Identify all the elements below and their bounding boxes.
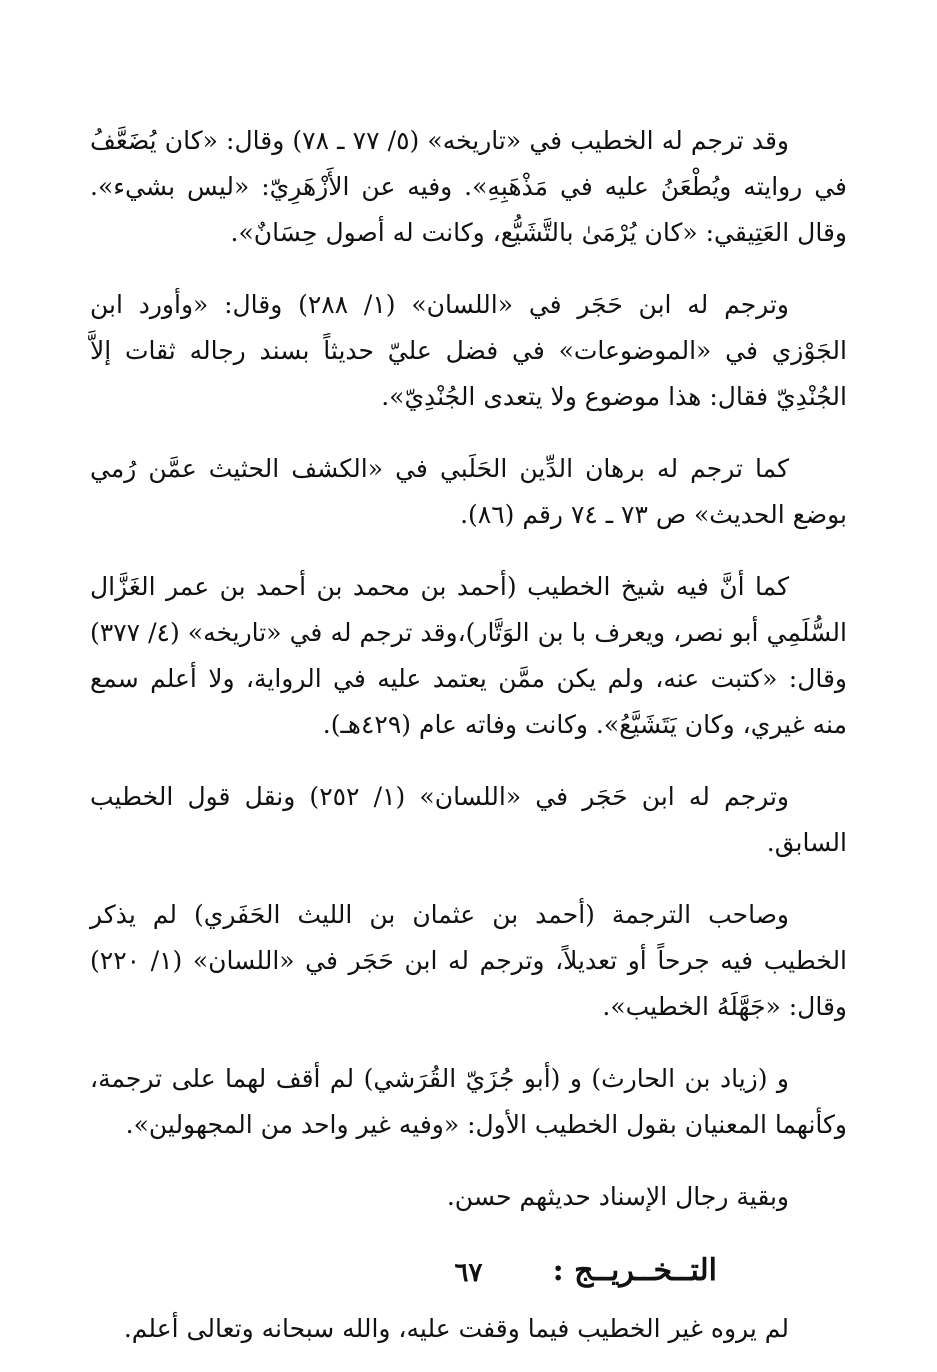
section-heading: التــخــريــج : [552, 1253, 717, 1288]
page-number: ٦٧ [454, 1258, 483, 1288]
paragraph-2: وترجم له ابن حَجَر في «اللسان» (١/ ٢٨٨) وقال: «وأورد ابن الجَوْزي في «الموضوعات» في فضل عليّ حديثاً بسند رجاله ثقات إلاَّ الجُنْدِيّ فقال: هذا موضوع ولا يتعدى الجُنْدِيّ». [90, 290, 847, 411]
paragraph-6: وصاحب الترجمة (أحمد بن عثمان بن الليث الحَفَري) لم يذكر الخطيب فيه جرحاً أو تعديلاً، وترجم له ابن حَجَر في «اللسان» (١/ ٢٢٠) وقال: «جَهَّلَهُ الخطيب». [90, 900, 848, 1021]
paragraph-4: كما أنَّ فيه شيخ الخطيب (أحمد بن محمد بن أحمد بن عمر الغَزَّال السُّلَمِي أبو نصر، ويعرف با بن الوَتَّار)،وقد ترجم له في «تاريخه» (٤/ ٣٧٧) وقال: «كتبت عنه، ولم يكن ممَّن يعتمد عليه في الرواية، ولا أعلم سمع منه غيري، وكان يَتَشَيَّعُ». وكانت وفاته عام (٤٢٩هـ). [90, 572, 847, 739]
paragraph-8: وبقية رجال الإسناد حديثهم حسن. [446, 1182, 789, 1211]
paragraph-1: وقد ترجم له الخطيب في «تاريخه» (٥/ ٧٧ ـ ٧٨) وقال: «كان يُضَعَّفُ في روايته ويُطْعَنُ عليه في مَذْهَبِهِ». وفيه عن الأَزْهَرِيّ: «ليس بشيء». وقال العَتِيقي: «كان يُرْمَىٰ بالتَّشَيُّع، وكانت له أصول حِسَانٌ». [90, 126, 847, 247]
paragraph-3: كما ترجم له برهان الدِّين الحَلَبي في «الكشف الحثيث عمَّن رُمي بوضع الحديث» ص ٧٣ ـ ٧٤ رقم (٨٦). [90, 454, 847, 529]
paragraph-7: و (زياد بن الحارث) و (أبو جُزَيّ القُرَشي) لم أقف لهما على ترجمة، وكأنهما المعنيان بقول الخطيب الأول: «وفيه غير واحد من المجهولين». [90, 1064, 847, 1139]
paragraph-5: وترجم له ابن حَجَر في «اللسان» (١/ ٢٥٢) ونقل قول الخطيب السابق. [90, 782, 847, 857]
closing-paragraph: لم يروه غير الخطيب فيما وقفت عليه، والله سبحانه وتعالى أعلم. [123, 1314, 789, 1343]
